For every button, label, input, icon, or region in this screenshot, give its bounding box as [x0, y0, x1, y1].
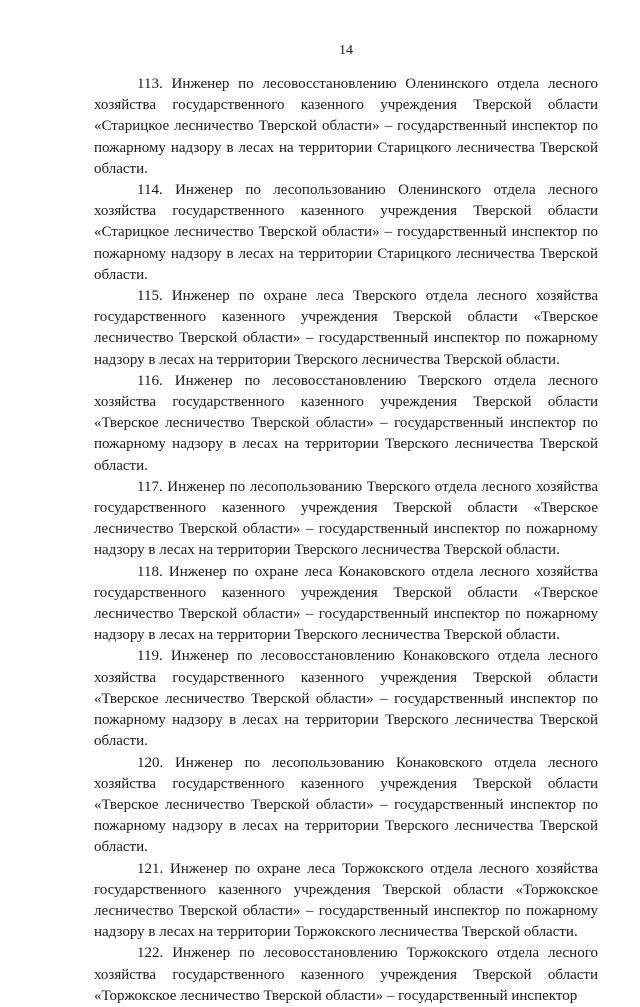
list-item: 114. Инженер по лесопользованию Оленинского отдела лесного хозяйства государственного казенного учреждения Тверской области «Старицкое лесничество Тверской области» – государственный инспектор по пожарному надзору в лесах на территории Старицкого лесничества Тверской области.: [94, 182, 598, 283]
list-item: 117. Инженер по лесопользованию Тверского отдела лесного хозяйства государственного казенного учреждения Тверской области «Тверское лесничество Тверской области» – государственный инспектор по пожарному надзору в лесах на территории Тверского лесничества Тверской области.: [94, 478, 598, 559]
list-item: 122. Инженер по лесовосстановлению Торжокского отдела лесного хозяйства государственного казенного учреждения Тверской области «Торжокское лесничество Тверской области» – государственный инспектор: [94, 945, 598, 1004]
list-item: 119. Инженер по лесовосстановлению Конаковского отдела лесного хозяйства государственного казенного учреждения Тверской области «Тверское лесничество Тверской области» – государственный инспектор по пожарному надзору в лесах на территории Тверского лесничества Тверской области.: [94, 648, 598, 750]
list-item: 118. Инженер по охране леса Конаковского отдела лесного хозяйства государственного казенного учреждения Тверской области «Тверское лесничество Тверской области» – государственный инспектор по пожарному надзору в лесах на территории Тверского лесничества Тверской области.: [94, 563, 598, 644]
list-item: 121. Инженер по охране леса Торжокского отдела лесного хозяйства государственного казенного учреждения Тверской области «Торжокское лесничество Тверской области» – государственный инспектор по пожарному надзору в лесах на территории Торжокского лесничества Тверской области.: [94, 860, 598, 941]
list-item: 115. Инженер по охране леса Тверского отдела лесного хозяйства государственного казенного учреждения Тверской области «Тверское лесничество Тверской области» – государственный инспектор по пожарному надзору в лесах на территории Тверского лесничества Тверской области.: [94, 288, 598, 368]
page-number: 14: [339, 43, 353, 58]
list-item: 113. Инженер по лесовосстановлению Оленинского отдела лесного хозяйства государственного казенного учреждения Тверской области «Старицкое лесничество Тверской области» – государственный инспектор по пожарному надзору в лесах на территории Старицкого лесничества Тверской области.: [94, 76, 598, 177]
list-item: 120. Инженер по лесопользованию Конаковского отдела лесного хозяйства государственного казенного учреждения Тверской области «Тверское лесничество Тверской области» – государственный инспектор по пожарному надзору в лесах на территории Тверского лесничества Тверской области.: [94, 754, 598, 856]
list-item: 116. Инженер по лесовосстановлению Тверского отдела лесного хозяйства государственного казенного учреждения Тверской области «Тверское лесничество Тверской области» – государственный инспектор по пожарному надзору в лесах на территории Тверского лесничества Тверской области.: [94, 372, 598, 474]
